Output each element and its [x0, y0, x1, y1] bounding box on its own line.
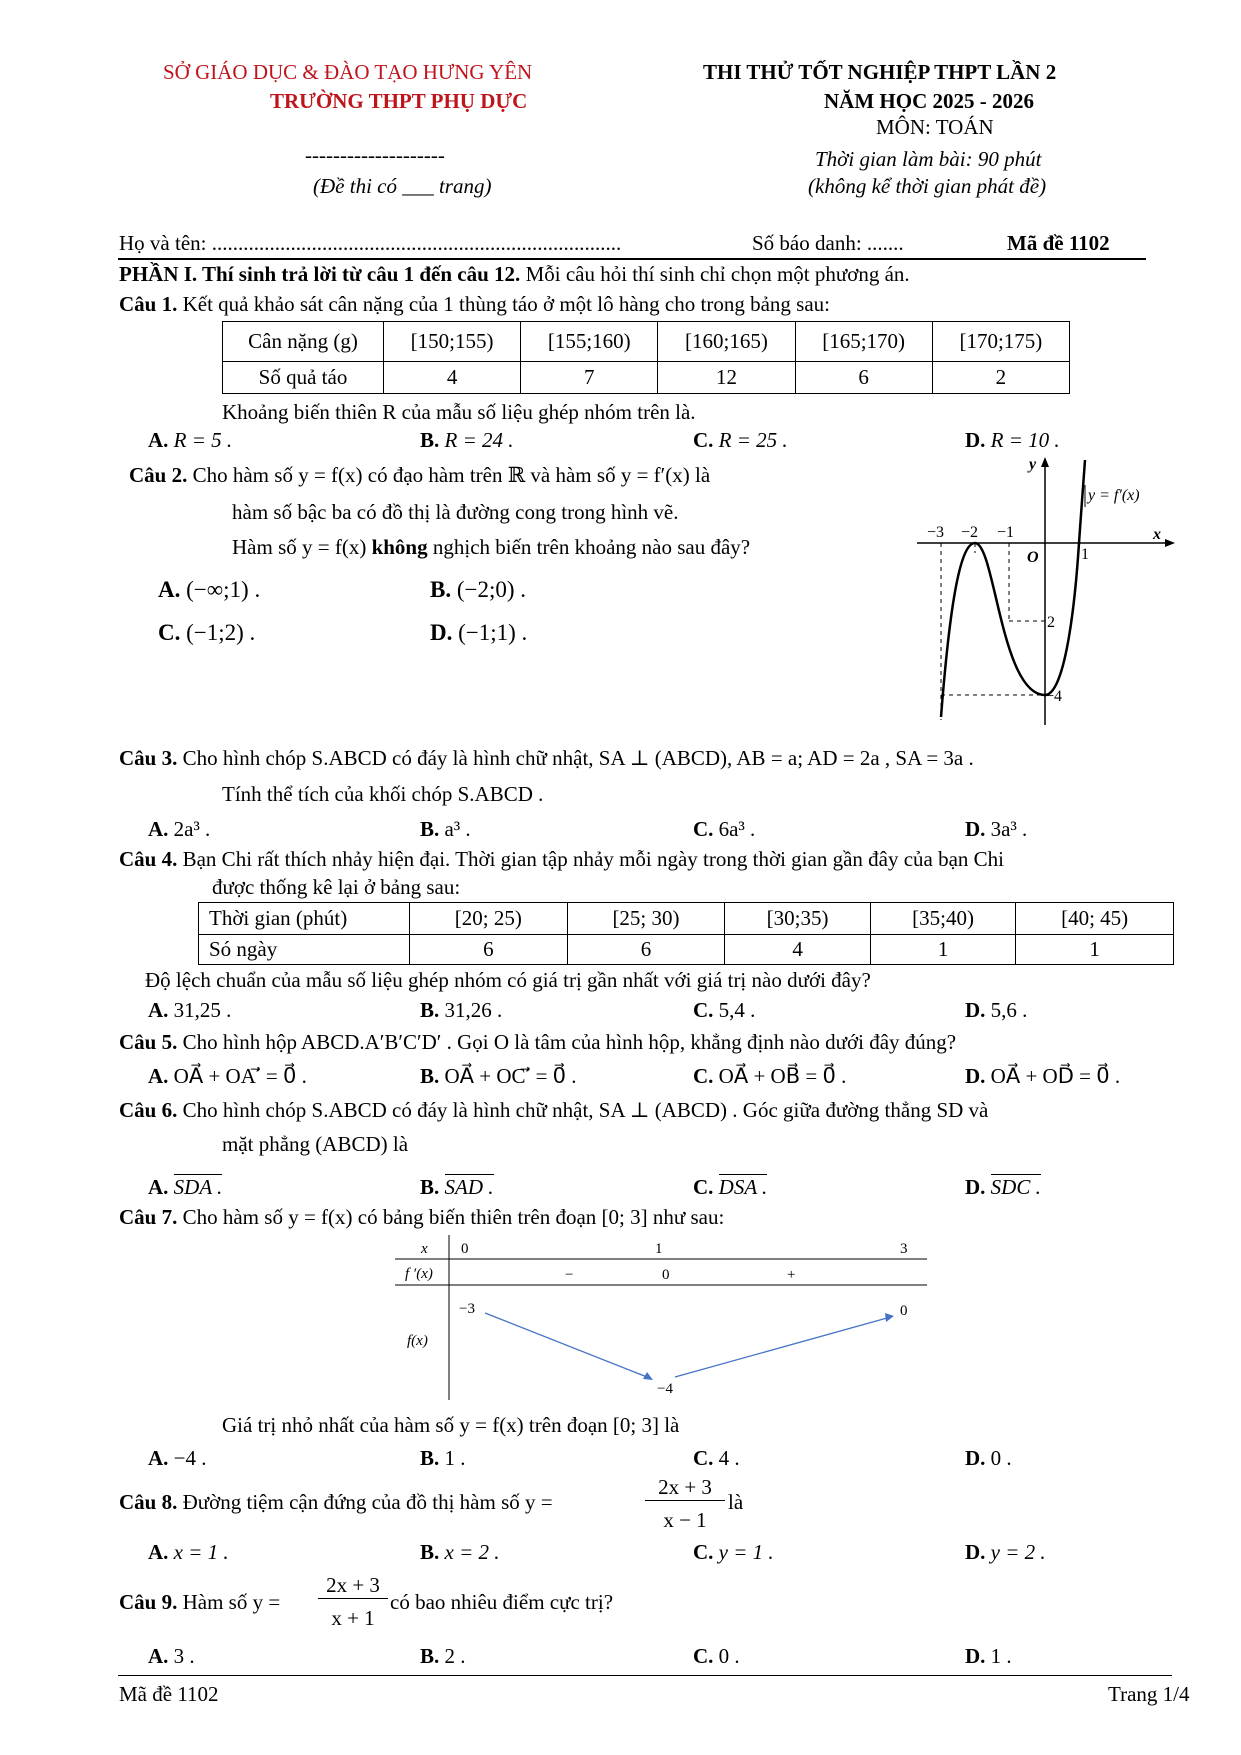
- q4-stem: Câu 4. Bạn Chi rất thích nhảy hiện đại. Thời gian tập nhảy mỗi ngày trong thời gian gần đây của bạn Chi: [119, 847, 1005, 871]
- q4-prompt: Độ lệch chuẩn của mẫu số liệu ghép nhóm có giá trị gần nhất với giá trị nào dưới đây?: [145, 968, 871, 992]
- q1-row-label: Số quả táo: [223, 362, 384, 394]
- subject: MÔN: TOÁN: [876, 115, 994, 139]
- vt-x3: 3: [900, 1241, 908, 1257]
- q2-option-a[interactable]: A. (−∞;1) .: [158, 577, 261, 602]
- q4-cell: 1: [870, 935, 1016, 965]
- q4-option-c[interactable]: C. 5,4 .: [693, 998, 756, 1022]
- q5-option-b[interactable]: B. OA⃗ + OC′⃗ = 0⃗ .: [420, 1064, 577, 1088]
- candidate-number-field[interactable]: Số báo danh: .......: [752, 231, 904, 255]
- tick-1: 1: [1081, 546, 1089, 563]
- vt-x1: 1: [655, 1241, 663, 1257]
- curve-label: y = f′(x): [1088, 487, 1140, 504]
- time-note: (không kể thời gian phát đề): [808, 174, 1047, 198]
- q1-cell: 6: [795, 362, 932, 394]
- q4-table: [198, 902, 1174, 965]
- vt-sign-minus: −: [565, 1267, 574, 1283]
- vt-f-at-0: −3: [459, 1301, 475, 1317]
- q8-numerator: 2x + 3: [645, 1475, 725, 1501]
- vt-x0: 0: [461, 1241, 469, 1257]
- q9-stem: Câu 9. Hàm số y =: [119, 1590, 281, 1614]
- footer-exam-code: Mã đề 1102: [119, 1682, 219, 1706]
- q9-option-a[interactable]: A. 3 .: [148, 1644, 195, 1668]
- q4-header-cell: [20; 25): [410, 903, 568, 935]
- vt-arrow-up: [675, 1318, 887, 1377]
- derivative-curve: [941, 460, 1085, 717]
- vt-sign-zero: 0: [662, 1267, 670, 1283]
- q9-numerator: 2x + 3: [318, 1573, 388, 1599]
- q7-option-c[interactable]: C. 4 .: [693, 1446, 740, 1470]
- q3-stem: Câu 3. Cho hình chóp S.ABCD có đáy là hình chữ nhật, SA ⊥ (ABCD), AB = a; AD = 2a , SA = 3a .: [119, 746, 974, 770]
- q8-option-c[interactable]: C. y = 1 .: [693, 1540, 774, 1564]
- q1-option-b[interactable]: B. R = 24 .: [420, 428, 514, 452]
- q7-prompt: Giá trị nhỏ nhất của hàm số y = f(x) trên đoạn [0; 3] là: [222, 1413, 680, 1437]
- vt-arrow-down: [485, 1313, 647, 1377]
- q4-row-label: Só ngày: [199, 935, 410, 965]
- q6-option-a[interactable]: A. SDA .: [148, 1175, 223, 1199]
- q6-stem: Câu 6. Cho hình chóp S.ABCD có đáy là hình chữ nhật, SA ⊥ (ABCD) . Góc giữa đường thẳng SD và: [119, 1098, 989, 1122]
- q3-option-c[interactable]: C. 6a³ .: [693, 817, 756, 841]
- q4-header-cell: Thời gian (phút): [199, 903, 410, 935]
- y-axis-arrow: [1041, 457, 1049, 467]
- q2-derivative-graph: [905, 455, 1185, 735]
- vt-f-at-3: 0: [900, 1303, 908, 1319]
- q5-option-d[interactable]: D. OA⃗ + OD⃗ = 0⃗ .: [965, 1064, 1121, 1088]
- q9-option-c[interactable]: C. 0 .: [693, 1644, 740, 1668]
- q4-cell: 1: [1016, 935, 1174, 965]
- q6-line2: mặt phẳng (ABCD) là: [222, 1132, 409, 1156]
- y-axis-label: y: [1029, 456, 1037, 473]
- q2-line3: Hàm số y = f(x) không nghịch biến trên khoảng nào sau đây?: [232, 535, 751, 559]
- tick-y-minus2: 2: [1047, 614, 1055, 631]
- q1-header-cell: Cân nặng (g): [223, 322, 384, 362]
- q5-option-a[interactable]: A. OA⃗ + OA′⃗ = 0⃗ .: [148, 1064, 307, 1088]
- footer-rule: [118, 1675, 1172, 1676]
- q4-option-b[interactable]: B. 31,26 .: [420, 998, 503, 1022]
- q8-option-a[interactable]: A. x = 1 .: [148, 1540, 229, 1564]
- q4-cell: 6: [410, 935, 568, 965]
- q1-header-cell: [150;155): [384, 322, 521, 362]
- q9-denominator: x + 1: [331, 1606, 375, 1630]
- q3-line2: Tính thể tích của khối chóp S.ABCD .: [222, 782, 544, 806]
- q1-header-cell: [155;160): [521, 322, 658, 362]
- q3-option-b[interactable]: B. a³ .: [420, 817, 471, 841]
- tick-minus1: −1: [997, 524, 1015, 541]
- q8-option-d[interactable]: D. y = 2 .: [965, 1540, 1046, 1564]
- q1-cell: 2: [932, 362, 1069, 394]
- q2-stem: Câu 2. Cho hàm số y = f(x) có đạo hàm trên ℝ và hàm số y = f′(x) là: [129, 463, 711, 487]
- school-year: NĂM HỌC 2025 - 2026: [824, 89, 1034, 113]
- q4-header-cell: [35;40): [870, 903, 1016, 935]
- q5-stem: Câu 5. Cho hình hộp ABCD.A′B′C′D′ . Gọi O là tâm của hình hộp, khẳng định nào dưới đây đúng?: [119, 1030, 957, 1054]
- exam-title: THI THỬ TỐT NGHIỆP THPT LẦN 2: [703, 60, 1057, 84]
- tick-minus2: −2: [961, 524, 979, 541]
- q7-stem: Câu 7. Cho hàm số y = f(x) có bảng biến thiên trên đoạn [0; 3] như sau:: [119, 1205, 725, 1229]
- part1-heading: PHẦN I. Thí sinh trả lời từ câu 1 đến câu 12. Mỗi câu hỏi thí sinh chỉ chọn một phương án.: [119, 262, 910, 286]
- q1-prompt: Khoảng biến thiên R của mẫu số liệu ghép nhóm trên là.: [222, 400, 696, 424]
- tick-minus3: −3: [927, 524, 945, 541]
- q4-option-d[interactable]: D. 5,6 .: [965, 998, 1028, 1022]
- vt-arrow-up-head: [885, 1313, 894, 1322]
- vt-fprime-label: f ′(x): [405, 1266, 433, 1282]
- q1-table: [222, 321, 1070, 394]
- origin-label: O: [1027, 549, 1039, 566]
- q7-variation-table: [395, 1235, 935, 1410]
- q2-line2: hàm số bậc ba có đồ thị là đường cong trong hình vẽ.: [232, 500, 679, 524]
- q4-option-a[interactable]: A. 31,25 .: [148, 998, 232, 1022]
- q9-tail: có bao nhiêu điểm cực trị?: [390, 1590, 614, 1614]
- q2-option-d[interactable]: D. (−1;1) .: [430, 620, 528, 645]
- q8-stem: Câu 8. Đường tiệm cận đứng của đồ thị hàm số y =: [119, 1490, 553, 1514]
- q1-option-c[interactable]: C. R = 25 .: [693, 428, 788, 452]
- q2-option-c[interactable]: C. (−1;2) .: [158, 620, 256, 645]
- exam-code: Mã đề 1102: [1007, 231, 1110, 255]
- q1-cell: 4: [384, 362, 521, 394]
- q1-option-d[interactable]: D. R = 10 .: [965, 428, 1060, 452]
- vt-sign-plus: +: [787, 1267, 796, 1283]
- tick-y-minus4: −4: [1045, 688, 1063, 705]
- q6-option-b[interactable]: B. SAD .: [420, 1175, 494, 1199]
- vt-f-at-1: −4: [657, 1381, 673, 1397]
- q8-denominator: x − 1: [663, 1508, 707, 1532]
- vt-f-label: f(x): [407, 1333, 428, 1349]
- q3-option-a[interactable]: A. 2a³ .: [148, 817, 211, 841]
- q4-line2: được thống kê lại ở bảng sau:: [212, 875, 461, 899]
- q9-option-b[interactable]: B. 2 .: [420, 1644, 466, 1668]
- q4-header-cell: [25; 30): [567, 903, 725, 935]
- q1-cell: 12: [658, 362, 795, 394]
- school-name: TRƯỜNG THPT PHỤ DỰC: [270, 89, 528, 113]
- footer-page-number: Trang 1/4: [1108, 1682, 1190, 1706]
- pages-note: (Đề thi có ___ trang): [313, 174, 492, 198]
- q1-header-cell: [170;175): [932, 322, 1069, 362]
- q2-option-b[interactable]: B. (−2;0) .: [430, 577, 527, 602]
- q4-cell: 4: [725, 935, 871, 965]
- q1-header-cell: [160;165): [658, 322, 795, 362]
- q7-option-a[interactable]: A. −4 .: [148, 1446, 207, 1470]
- q1-option-a[interactable]: A. R = 5 .: [148, 428, 233, 452]
- header-rule: [118, 258, 1146, 260]
- department-name: SỞ GIÁO DỤC & ĐÀO TẠO HƯNG YÊN: [163, 60, 533, 84]
- q7-option-d[interactable]: D. 0 .: [965, 1446, 1012, 1470]
- q6-option-d[interactable]: D. SDC .: [965, 1175, 1041, 1199]
- q1-stem: Câu 1. Kết quả khảo sát cân nặng của 1 thùng táo ở một lô hàng cho trong bảng sau:: [119, 292, 830, 316]
- q8-tail: là: [728, 1490, 744, 1514]
- q7-option-b[interactable]: B. 1 .: [420, 1446, 466, 1470]
- q9-option-d[interactable]: D. 1 .: [965, 1644, 1012, 1668]
- q5-option-c[interactable]: C. OA⃗ + OB⃗ = 0⃗ .: [693, 1064, 847, 1088]
- name-field[interactable]: Họ và tên: ..............................................................................: [119, 231, 622, 255]
- q8-option-b[interactable]: B. x = 2 .: [420, 1540, 500, 1564]
- vt-x-label: x: [421, 1241, 428, 1257]
- x-axis-arrow: [1165, 539, 1175, 547]
- x-axis-label: x: [1153, 526, 1161, 543]
- q4-header-cell: [30;35): [725, 903, 871, 935]
- header-dashes: --------------------: [305, 143, 445, 167]
- q1-cell: 7: [521, 362, 658, 394]
- exam-time: Thời gian làm bài: 90 phút: [815, 147, 1042, 171]
- q4-header-cell: [40; 45): [1016, 903, 1174, 935]
- q6-option-c[interactable]: C. DSA .: [693, 1175, 768, 1199]
- q3-option-d[interactable]: D. 3a³ .: [965, 817, 1028, 841]
- q4-cell: 6: [567, 935, 725, 965]
- q1-header-cell: [165;170): [795, 322, 932, 362]
